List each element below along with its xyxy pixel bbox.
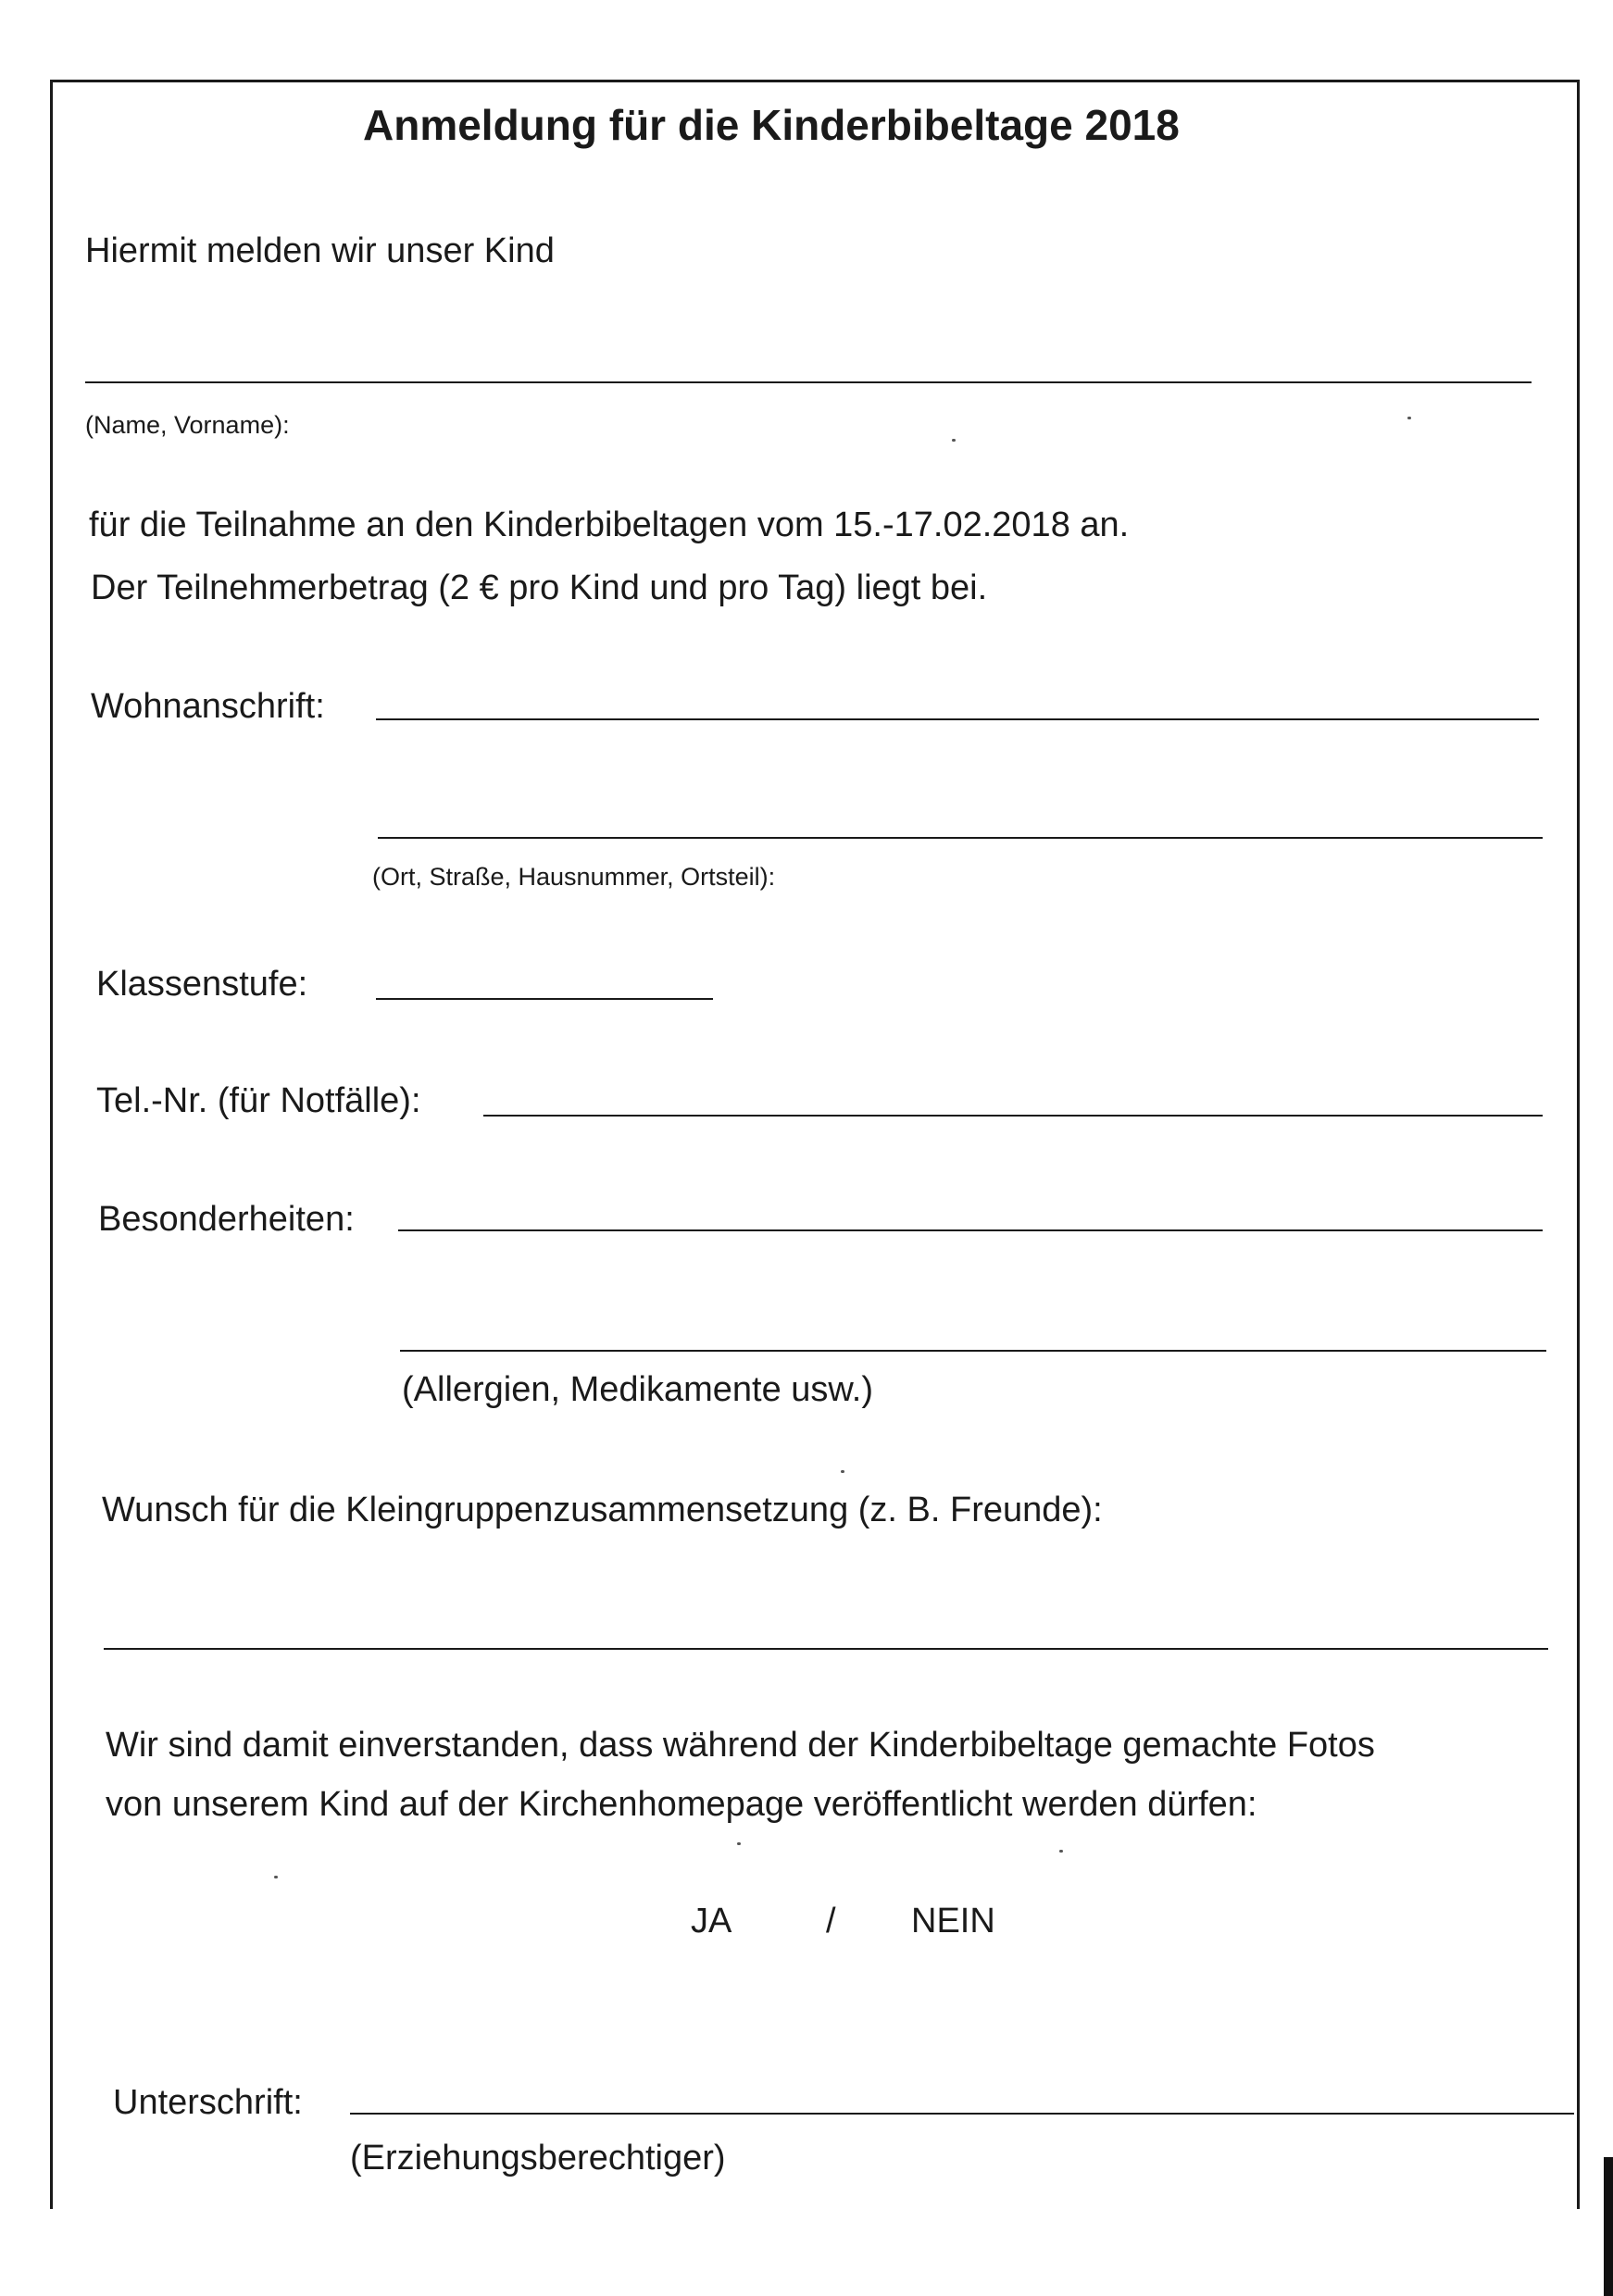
special-field-line-1[interactable] (398, 1229, 1543, 1231)
consent-text-1: Wir sind damit einverstanden, dass während der Kinderbibeltage gemachte Fotos (106, 1726, 1375, 1765)
scan-speck (841, 1470, 844, 1473)
signature-field-line[interactable] (350, 2113, 1574, 2115)
form-title: Anmeldung für die Kinderbibeltage 2018 (363, 101, 1180, 149)
name-hint: (Name, Vorname): (85, 411, 290, 439)
name-field-line[interactable] (85, 381, 1532, 383)
phone-label: Tel.-Nr. (für Notfälle): (96, 1081, 421, 1120)
participation-text-1: für die Teilnahme an den Kinderbibeltagen vom 15.-17.02.2018 an. (89, 505, 1130, 544)
scan-edge-mark (1604, 2157, 1613, 2296)
option-no[interactable]: NEIN (911, 1902, 995, 1940)
special-hint: (Allergien, Medikamente usw.) (402, 1370, 873, 1409)
group-wish-label: Wunsch für die Kleingruppenzusammensetzung (z. B. Freunde): (102, 1491, 1103, 1529)
address-label: Wohnanschrift: (91, 687, 325, 726)
address-field-line-2[interactable] (378, 837, 1543, 839)
phone-field-line[interactable] (483, 1115, 1543, 1117)
scan-speck (952, 439, 956, 442)
form-border (50, 80, 1580, 2209)
group-wish-field-line[interactable] (104, 1648, 1548, 1650)
address-field-line-1[interactable] (376, 718, 1539, 720)
intro-text: Hiermit melden wir unser Kind (85, 231, 555, 270)
grade-label: Klassenstufe: (96, 965, 308, 1004)
scan-speck (1059, 1850, 1063, 1853)
participation-text-2: Der Teilnehmerbetrag (2 € pro Kind und pro Tag) liegt bei. (91, 568, 988, 607)
special-field-line-2[interactable] (400, 1350, 1546, 1352)
grade-field-line[interactable] (376, 998, 713, 1000)
consent-text-2: von unserem Kind auf der Kirchenhomepage veröffentlicht werden dürfen: (106, 1785, 1257, 1824)
option-yes[interactable]: JA (691, 1902, 732, 1940)
address-hint: (Ort, Straße, Hausnummer, Ortsteil): (372, 863, 776, 891)
scan-speck (274, 1876, 278, 1878)
special-label: Besonderheiten: (98, 1200, 355, 1239)
scan-speck (737, 1842, 741, 1845)
signature-label: Unterschrift: (113, 2083, 303, 2122)
scan-speck (1407, 417, 1411, 419)
option-separator: / (826, 1902, 836, 1940)
signature-hint: (Erziehungsberechtiger) (350, 2139, 726, 2177)
